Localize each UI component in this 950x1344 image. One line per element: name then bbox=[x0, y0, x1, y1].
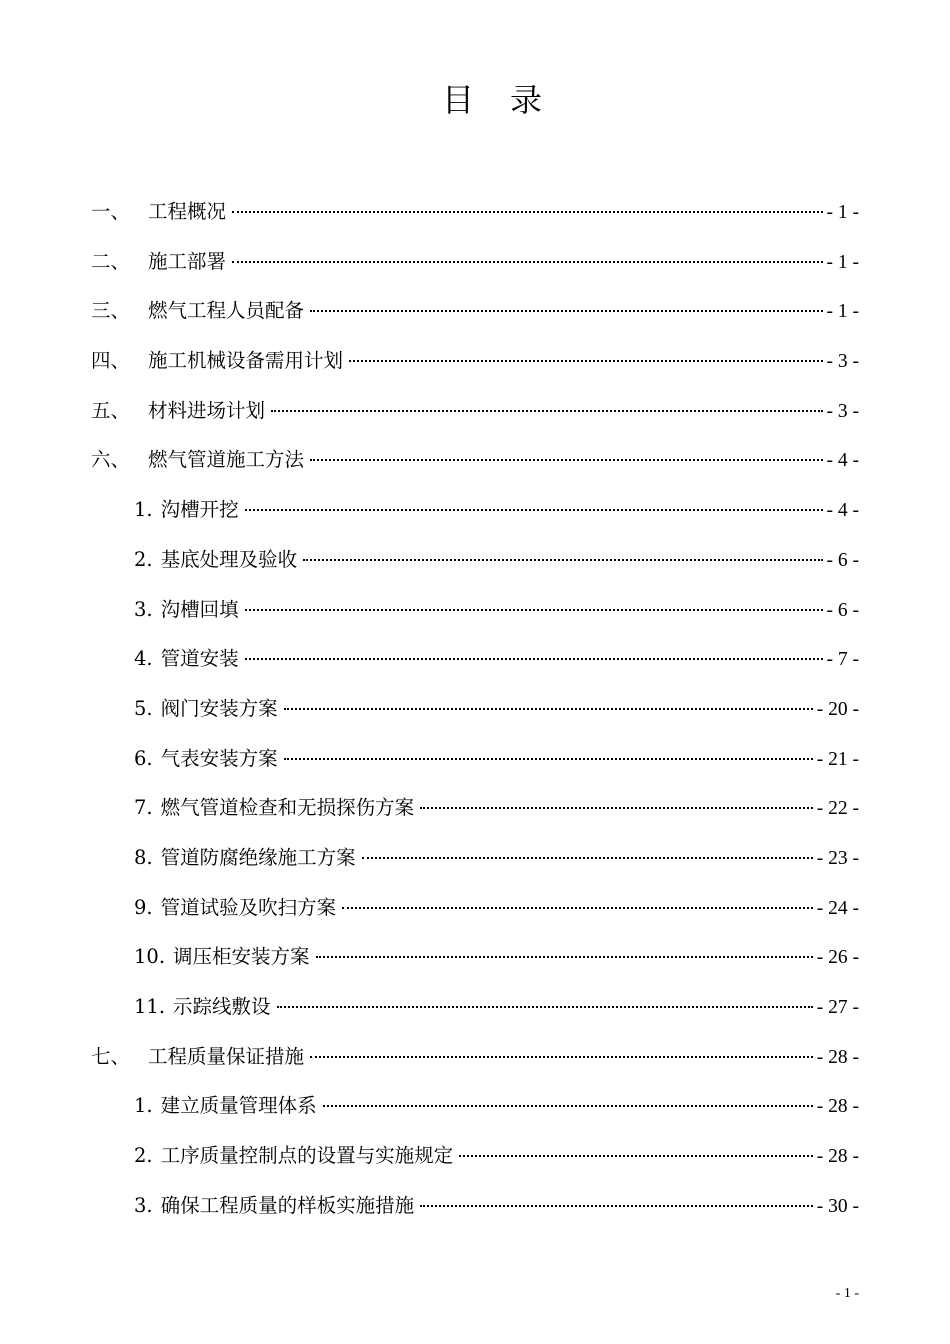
toc-entry[interactable] bbox=[91, 1138, 859, 1188]
toc-dot-leader bbox=[316, 956, 813, 958]
toc-entry-page: - 7 - bbox=[826, 649, 859, 671]
toc-dot-leader bbox=[284, 758, 813, 760]
toc-dot-leader bbox=[277, 1006, 813, 1008]
footer-page-number: - 1 - bbox=[835, 1286, 859, 1301]
toc-entry-number: 11. bbox=[134, 995, 166, 1018]
page-title: 目录 bbox=[441, 81, 578, 119]
toc-dot-leader bbox=[245, 658, 823, 660]
toc-entry-label: 工程质量保证措施 bbox=[148, 1044, 305, 1068]
toc-entry-number: 3. bbox=[134, 597, 153, 621]
toc-entry-page: - 20 - bbox=[816, 698, 859, 720]
toc-entry-number: 一、 bbox=[91, 200, 131, 223]
toc-dot-leader bbox=[310, 1056, 813, 1058]
toc-entry-label: 管道试验及吹扫方案 bbox=[160, 895, 337, 919]
toc-entry[interactable] bbox=[91, 840, 859, 890]
toc-entry-page: - 6 - bbox=[826, 599, 859, 621]
toc-entry-number: 3. bbox=[134, 1193, 153, 1217]
toc-dot-leader bbox=[232, 211, 822, 213]
toc-entry-page: - 27 - bbox=[816, 997, 859, 1018]
toc-entry[interactable] bbox=[91, 890, 859, 940]
toc-entry-number: 1. bbox=[134, 498, 153, 522]
toc-entry-number: 六、 bbox=[91, 448, 131, 472]
toc-entry-number: 4. bbox=[134, 647, 153, 671]
toc-entry-label: 气表安装方案 bbox=[160, 746, 278, 770]
toc-dot-leader bbox=[303, 559, 822, 561]
toc-entry-label: 工序质量控制点的设置与实施规定 bbox=[160, 1144, 454, 1168]
toc-entry[interactable] bbox=[91, 1188, 859, 1238]
toc-entry-label: 施工部署 bbox=[148, 249, 227, 273]
toc-entry-number: 2. bbox=[134, 547, 153, 571]
toc-entry-label: 基底处理及验收 bbox=[160, 547, 298, 571]
toc-entry-label: 沟槽开挖 bbox=[160, 498, 239, 522]
toc-entry-page: - 1 - bbox=[826, 202, 859, 223]
toc-entry[interactable] bbox=[91, 343, 859, 393]
toc-entry-label: 管道防腐绝缘施工方案 bbox=[160, 845, 356, 869]
toc-entry-label: 燃气管道施工方法 bbox=[148, 448, 305, 472]
toc-entry-number: 8. bbox=[134, 845, 153, 869]
toc-entry[interactable] bbox=[91, 194, 859, 244]
toc-dot-leader bbox=[420, 807, 813, 809]
toc-entry[interactable] bbox=[91, 939, 859, 989]
toc-entry-number: 5. bbox=[134, 696, 153, 720]
toc-entry-number: 四、 bbox=[91, 349, 131, 373]
toc-dot-leader bbox=[459, 1155, 813, 1157]
toc-dot-leader bbox=[420, 1205, 813, 1207]
toc-dot-leader bbox=[349, 360, 822, 362]
toc-entry-page: - 30 - bbox=[816, 1195, 859, 1217]
toc-entry-label: 施工机械设备需用计划 bbox=[148, 349, 344, 373]
toc-entry-number: 9. bbox=[134, 895, 153, 919]
toc-dot-leader bbox=[362, 857, 813, 859]
toc-entry-label: 沟槽回填 bbox=[160, 597, 239, 621]
toc-entry[interactable] bbox=[91, 1088, 859, 1138]
toc-dot-leader bbox=[323, 1105, 813, 1107]
table-of-contents bbox=[91, 194, 859, 1237]
toc-entry-number: 10. bbox=[134, 945, 166, 969]
toc-entry[interactable] bbox=[91, 1039, 859, 1089]
toc-dot-leader bbox=[284, 708, 813, 710]
toc-dot-leader bbox=[232, 261, 822, 263]
toc-entry-page: - 3 - bbox=[826, 400, 859, 422]
toc-entry-page: - 6 - bbox=[826, 549, 859, 571]
toc-entry-label: 调压柜安装方案 bbox=[173, 945, 310, 969]
toc-entry-label: 工程概况 bbox=[148, 200, 227, 223]
toc-dot-leader bbox=[310, 459, 822, 461]
toc-entry-page: - 4 - bbox=[826, 450, 859, 472]
toc-entry[interactable] bbox=[91, 641, 859, 691]
toc-entry-page: - 4 - bbox=[826, 500, 859, 522]
toc-entry[interactable] bbox=[91, 244, 859, 294]
toc-entry[interactable] bbox=[91, 741, 859, 791]
toc-dot-leader bbox=[245, 509, 823, 511]
toc-entry-number: 7. bbox=[134, 796, 153, 820]
toc-entry[interactable] bbox=[91, 592, 859, 642]
toc-entry-number: 五、 bbox=[91, 398, 131, 422]
toc-entry-page: - 28 - bbox=[816, 1046, 859, 1068]
toc-entry-label: 确保工程质量的样板实施措施 bbox=[160, 1193, 415, 1217]
toc-entry-label: 管道安装 bbox=[160, 647, 239, 671]
toc-entry[interactable] bbox=[91, 790, 859, 840]
toc-entry-number: 二、 bbox=[91, 249, 131, 273]
toc-entry-page: - 1 - bbox=[826, 301, 859, 323]
toc-entry-number: 七、 bbox=[91, 1044, 131, 1068]
toc-entry-label: 燃气管道检查和无损探伤方案 bbox=[160, 796, 415, 820]
toc-entry-page: - 26 - bbox=[816, 947, 859, 969]
toc-entry-number: 6. bbox=[134, 746, 153, 770]
toc-entry[interactable] bbox=[91, 492, 859, 542]
toc-entry-number: 1. bbox=[134, 1094, 153, 1118]
toc-entry[interactable] bbox=[91, 691, 859, 741]
toc-dot-leader bbox=[342, 907, 813, 909]
toc-entry-page: - 3 - bbox=[826, 351, 859, 373]
toc-entry-label: 燃气工程人员配备 bbox=[148, 299, 305, 323]
toc-entry-label: 阀门安装方案 bbox=[160, 696, 278, 720]
toc-entry[interactable] bbox=[91, 542, 859, 592]
toc-entry-page: - 23 - bbox=[816, 847, 859, 869]
toc-entry-page: - 22 - bbox=[816, 798, 859, 820]
toc-entry[interactable] bbox=[91, 293, 859, 343]
toc-entry-number: 三、 bbox=[91, 299, 131, 323]
toc-dot-leader bbox=[310, 310, 822, 312]
toc-entry-number: 2. bbox=[134, 1144, 153, 1168]
toc-entry-page: - 28 - bbox=[816, 1096, 859, 1118]
toc-entry-page: - 21 - bbox=[816, 748, 859, 770]
toc-entry-label: 材料进场计划 bbox=[148, 398, 266, 422]
toc-entry-page: - 24 - bbox=[816, 897, 859, 919]
toc-dot-leader bbox=[271, 410, 822, 412]
toc-entry[interactable] bbox=[91, 989, 859, 1039]
toc-entry-page: - 28 - bbox=[816, 1146, 859, 1168]
toc-entry-label: 建立质量管理体系 bbox=[160, 1094, 317, 1118]
toc-entry[interactable] bbox=[91, 442, 859, 492]
toc-dot-leader bbox=[245, 609, 823, 611]
toc-entry-page: - 1 - bbox=[826, 251, 859, 273]
toc-entry[interactable] bbox=[91, 393, 859, 443]
toc-entry-label: 示踪线敷设 bbox=[173, 995, 271, 1018]
